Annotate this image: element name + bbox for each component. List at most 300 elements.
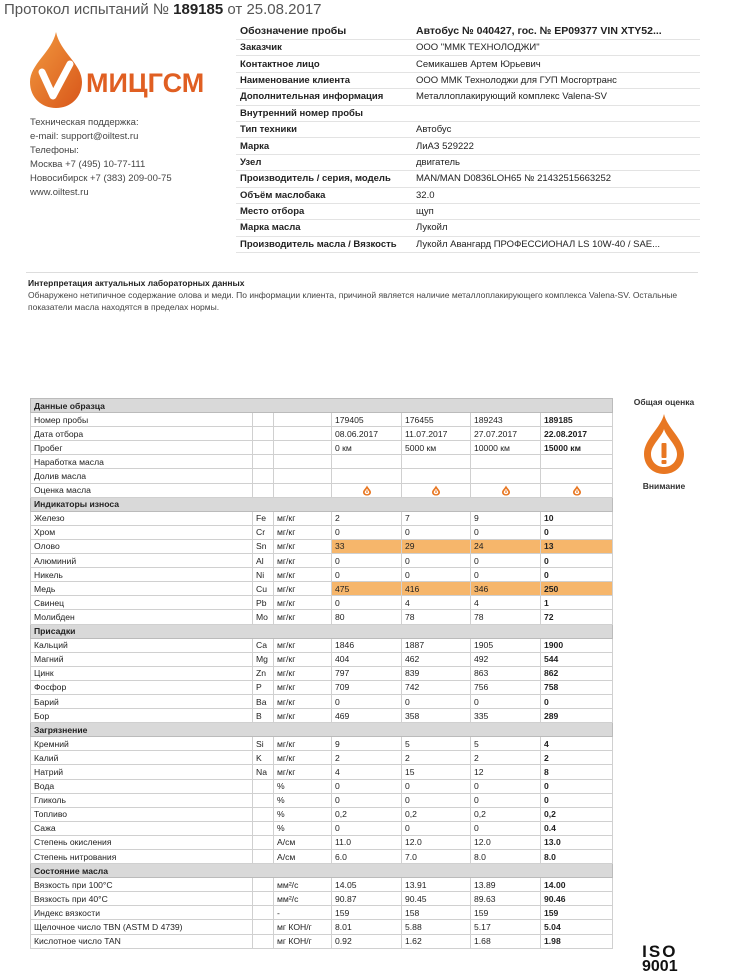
value-cell: 0 [471, 793, 541, 807]
iso-line1: ISO [642, 942, 678, 961]
value-cell: 2 [332, 751, 402, 765]
table-row [31, 906, 613, 920]
element-symbol [253, 455, 274, 469]
info-value: двигатель [412, 154, 700, 170]
value-cell [332, 483, 402, 497]
unit: мг/кг [274, 539, 332, 553]
parameter-name: Бор [31, 709, 253, 723]
value-cell: 12 [471, 765, 541, 779]
table-row [31, 568, 613, 582]
unit [274, 469, 332, 483]
unit: мг КОН/г [274, 934, 332, 948]
value-cell: 358 [402, 709, 471, 723]
table-row [31, 413, 613, 427]
element-symbol [253, 920, 274, 934]
info-value: MAN/MAN D0836LOH65 № 21432515663252 [412, 171, 700, 187]
value-cell: 0 [402, 568, 471, 582]
element-symbol [253, 934, 274, 948]
value-cell: 159 [332, 906, 402, 920]
value-cell: 0 [332, 821, 402, 835]
value-cell: 13 [541, 539, 613, 553]
parameter-name: Степень нитрования [31, 850, 253, 864]
value-cell: 15 [402, 765, 471, 779]
value-cell: 862 [541, 666, 613, 680]
value-cell: 462 [402, 652, 471, 666]
value-cell: 72 [541, 610, 613, 624]
table-row [31, 525, 613, 539]
company-logo [28, 30, 218, 110]
parameter-name: Цинк [31, 666, 253, 680]
info-key: Объём маслобака [236, 187, 412, 203]
info-value [412, 105, 700, 121]
value-cell: 5000 км [402, 441, 471, 455]
overall-status: Внимание [642, 481, 686, 491]
iso-9001-mark [642, 944, 678, 974]
value-cell: 5.04 [541, 920, 613, 934]
value-cell [471, 469, 541, 483]
value-cell: 13.0 [541, 835, 613, 849]
value-cell: 0.92 [332, 934, 402, 948]
value-cell: 5 [402, 737, 471, 751]
info-value: 32.0 [412, 187, 700, 203]
value-cell: 08.06.2017 [332, 427, 402, 441]
value-cell: 0 [332, 779, 402, 793]
value-cell: 1905 [471, 638, 541, 652]
parameter-name: Кремний [31, 737, 253, 751]
value-cell: 1887 [402, 638, 471, 652]
value-cell: 1.68 [471, 934, 541, 948]
unit [274, 413, 332, 427]
section-title: Присадки [31, 624, 613, 638]
table-row [31, 483, 613, 497]
unit: % [274, 779, 332, 793]
unit: А/см [274, 835, 332, 849]
value-cell: 179405 [332, 413, 402, 427]
value-cell: 0 [471, 525, 541, 539]
value-cell [541, 469, 613, 483]
info-row [236, 105, 700, 121]
value-cell [332, 455, 402, 469]
table-row [31, 892, 613, 906]
element-symbol [253, 878, 274, 892]
value-cell: 8.0 [541, 850, 613, 864]
value-cell: 9 [332, 737, 402, 751]
value-cell: 8.01 [332, 920, 402, 934]
value-cell: 15000 км [541, 441, 613, 455]
unit [274, 483, 332, 497]
value-cell: 8.0 [471, 850, 541, 864]
value-cell: 0 [332, 525, 402, 539]
element-symbol: Si [253, 737, 274, 751]
value-cell: 2 [541, 751, 613, 765]
parameter-name: Степень окисления [31, 835, 253, 849]
unit: - [274, 906, 332, 920]
value-cell: 5 [471, 737, 541, 751]
parameter-name: Долив масла [31, 469, 253, 483]
table-row [31, 596, 613, 610]
section-title: Загрязнение [31, 723, 613, 737]
value-cell: 13.91 [402, 878, 471, 892]
value-cell: 7 [402, 511, 471, 525]
value-cell: 176455 [402, 413, 471, 427]
parameter-name: Свинец [31, 596, 253, 610]
parameter-name: Фосфор [31, 680, 253, 694]
value-cell: 0 [471, 779, 541, 793]
oil-status-drop-icon [431, 485, 441, 496]
element-symbol: P [253, 680, 274, 694]
overall-assessment [628, 397, 700, 491]
parameter-name: Медь [31, 582, 253, 596]
logo-text: МИЦГСМ [86, 68, 205, 98]
value-cell: 709 [332, 680, 402, 694]
value-cell: 0 [402, 779, 471, 793]
info-key: Марка масла [236, 220, 412, 236]
parameter-name: Олово [31, 539, 253, 553]
value-cell: 839 [402, 666, 471, 680]
info-row [236, 72, 700, 88]
element-symbol [253, 850, 274, 864]
element-symbol [253, 906, 274, 920]
element-symbol: Al [253, 554, 274, 568]
value-cell: 89.63 [471, 892, 541, 906]
value-cell: 4 [332, 765, 402, 779]
parameter-name: Хром [31, 525, 253, 539]
value-cell: 12.0 [402, 835, 471, 849]
value-cell: 189243 [471, 413, 541, 427]
element-symbol: Na [253, 765, 274, 779]
info-row [236, 171, 700, 187]
value-cell: 2 [471, 751, 541, 765]
table-row [31, 793, 613, 807]
unit: мг/кг [274, 638, 332, 652]
value-cell: 0,2 [402, 807, 471, 821]
parameter-name: Алюминий [31, 554, 253, 568]
info-key: Контактное лицо [236, 56, 412, 72]
parameter-name: Никель [31, 568, 253, 582]
table-row [31, 469, 613, 483]
table-section-header [31, 864, 613, 878]
parameter-name: Индекс вязкости [31, 906, 253, 920]
table-row [31, 920, 613, 934]
value-cell: 0 [402, 525, 471, 539]
value-cell: 29 [402, 539, 471, 553]
section-title: Индикаторы износа [31, 497, 613, 511]
element-symbol [253, 807, 274, 821]
element-symbol: Sn [253, 539, 274, 553]
info-key: Дополнительная информация [236, 89, 412, 105]
value-cell: 416 [402, 582, 471, 596]
table-row [31, 680, 613, 694]
unit: мг/кг [274, 709, 332, 723]
section-title: Состояние масла [31, 864, 613, 878]
value-cell: 13.89 [471, 878, 541, 892]
value-cell: 0 [402, 694, 471, 708]
value-cell: 11.0 [332, 835, 402, 849]
value-cell: 9 [471, 511, 541, 525]
info-value: ООО ММК Технолоджи для ГУП Мосгортранс [412, 72, 700, 88]
element-symbol [253, 469, 274, 483]
value-cell: 0 [541, 525, 613, 539]
value-cell: 469 [332, 709, 402, 723]
parameter-name: Топливо [31, 807, 253, 821]
warning-drop-icon [642, 413, 686, 475]
value-cell [332, 469, 402, 483]
value-cell: 0 [332, 596, 402, 610]
table-row [31, 666, 613, 680]
unit: % [274, 807, 332, 821]
unit: % [274, 793, 332, 807]
value-cell: 0 [541, 779, 613, 793]
table-row [31, 554, 613, 568]
table-section-header [31, 497, 613, 511]
element-symbol [253, 793, 274, 807]
info-row [236, 121, 700, 137]
element-symbol [253, 892, 274, 906]
value-cell: 0 [471, 568, 541, 582]
element-symbol: B [253, 709, 274, 723]
info-value: ЛиАЗ 529222 [412, 138, 700, 154]
value-cell: 10000 км [471, 441, 541, 455]
oil-status-drop-icon [572, 485, 582, 496]
unit: мг/кг [274, 666, 332, 680]
unit: мг/кг [274, 554, 332, 568]
value-cell [402, 469, 471, 483]
value-cell: 1846 [332, 638, 402, 652]
table-row [31, 821, 613, 835]
info-row [236, 203, 700, 219]
element-symbol [253, 483, 274, 497]
info-value: Автобус [412, 121, 700, 137]
unit: мг/кг [274, 525, 332, 539]
unit: мг/кг [274, 765, 332, 779]
value-cell: 250 [541, 582, 613, 596]
value-cell: 0 [402, 793, 471, 807]
info-key: Тип техники [236, 121, 412, 137]
element-symbol: Mo [253, 610, 274, 624]
value-cell: 90.87 [332, 892, 402, 906]
unit: мг/кг [274, 511, 332, 525]
parameter-name: Оценка масла [31, 483, 253, 497]
value-cell: 2 [402, 751, 471, 765]
interpretation-block [28, 277, 700, 313]
info-key: Заказчик [236, 40, 412, 56]
info-key: Обозначение пробы [236, 22, 412, 40]
parameter-name: Вязкость при 100°С [31, 878, 253, 892]
unit: мм²/с [274, 892, 332, 906]
element-symbol: Fe [253, 511, 274, 525]
unit: мг/кг [274, 694, 332, 708]
parameter-name: Магний [31, 652, 253, 666]
info-key: Производитель масла / Вязкость [236, 236, 412, 252]
value-cell: 404 [332, 652, 402, 666]
info-value: Лукойл [412, 220, 700, 236]
value-cell: 335 [471, 709, 541, 723]
value-cell: 289 [541, 709, 613, 723]
info-row [236, 22, 700, 40]
value-cell: 1.98 [541, 934, 613, 948]
value-cell: 5.17 [471, 920, 541, 934]
element-symbol: Ba [253, 694, 274, 708]
value-cell: 0 км [332, 441, 402, 455]
table-row [31, 455, 613, 469]
value-cell: 5.88 [402, 920, 471, 934]
value-cell: 78 [402, 610, 471, 624]
value-cell [541, 455, 613, 469]
value-cell: 10 [541, 511, 613, 525]
sample-info-table [236, 22, 700, 253]
unit: мг/кг [274, 568, 332, 582]
parameter-name: Вязкость при 40°С [31, 892, 253, 906]
unit [274, 427, 332, 441]
table-row [31, 737, 613, 751]
info-row [236, 56, 700, 72]
table-row [31, 835, 613, 849]
value-cell: 90.45 [402, 892, 471, 906]
value-cell: 14.05 [332, 878, 402, 892]
element-symbol: Pb [253, 596, 274, 610]
value-cell: 11.07.2017 [402, 427, 471, 441]
info-row [236, 220, 700, 236]
parameter-name: Наработка масла [31, 455, 253, 469]
value-cell: 4 [541, 737, 613, 751]
value-cell: 0 [471, 694, 541, 708]
table-row [31, 610, 613, 624]
parameter-name: Гликоль [31, 793, 253, 807]
table-row [31, 850, 613, 864]
parameter-name: Вода [31, 779, 253, 793]
parameter-name: Сажа [31, 821, 253, 835]
info-row [236, 138, 700, 154]
value-cell: 0 [332, 793, 402, 807]
section-title: Данные образца [31, 399, 613, 413]
value-cell [471, 455, 541, 469]
results-table [30, 398, 613, 949]
unit: мг КОН/г [274, 920, 332, 934]
value-cell: 2 [332, 511, 402, 525]
info-key: Производитель / серия, модель [236, 171, 412, 187]
table-row [31, 638, 613, 652]
parameter-name: Номер пробы [31, 413, 253, 427]
oil-status-drop-icon [501, 485, 511, 496]
element-symbol: Zn [253, 666, 274, 680]
table-row [31, 511, 613, 525]
value-cell: 544 [541, 652, 613, 666]
unit: % [274, 821, 332, 835]
unit: мг/кг [274, 596, 332, 610]
parameter-name: Щелочное число TBN (ASTM D 4739) [31, 920, 253, 934]
title-prefix: Протокол испытаний № [4, 1, 169, 18]
value-cell: 159 [541, 906, 613, 920]
unit: мг/кг [274, 652, 332, 666]
element-symbol: K [253, 751, 274, 765]
value-cell: 24 [471, 539, 541, 553]
value-cell: 4 [471, 596, 541, 610]
table-row [31, 765, 613, 779]
info-value: Семикашев Артем Юрьевич [412, 56, 700, 72]
interpretation-text: Обнаружено нетипичное содержание олова и меди. По информации клиента, причиной является наличие металлоплакирующего комплекса Valena-SV. Остальные показатели масла находятся в пределах нормы. [28, 290, 678, 312]
info-key: Узел [236, 154, 412, 170]
info-value: Лукойл Авангард ПРОФЕССИОНАЛ LS 10W-40 / SAE... [412, 236, 700, 252]
interpretation-heading: Интерпретация актуальных лабораторных данных [28, 278, 245, 288]
value-cell: 475 [332, 582, 402, 596]
parameter-name: Пробег [31, 441, 253, 455]
element-symbol [253, 413, 274, 427]
table-row [31, 582, 613, 596]
parameter-name: Натрий [31, 765, 253, 779]
info-row [236, 40, 700, 56]
value-cell: 27.07.2017 [471, 427, 541, 441]
unit: мг/кг [274, 610, 332, 624]
value-cell: 758 [541, 680, 613, 694]
value-cell: 346 [471, 582, 541, 596]
unit: мг/кг [274, 680, 332, 694]
support-contacts: Техническая поддержка: e-mail: support@oiltest.ru Телефоны: Москва +7 (495) 10-77-111 Новосибирск +7 (383) 209-00-75 www.oiltest.ru [30, 117, 172, 198]
value-cell: 90.46 [541, 892, 613, 906]
value-cell: 0 [332, 694, 402, 708]
parameter-name: Кислотное число TAN [31, 934, 253, 948]
info-value: Металлоплакирующий комплекс Valena-SV [412, 89, 700, 105]
element-symbol [253, 835, 274, 849]
table-row [31, 427, 613, 441]
info-row [236, 187, 700, 203]
unit [274, 455, 332, 469]
element-symbol [253, 441, 274, 455]
value-cell: 756 [471, 680, 541, 694]
info-value: ООО "ММК ТЕХНОЛОДЖИ" [412, 40, 700, 56]
element-symbol: Ca [253, 638, 274, 652]
table-section-header [31, 399, 613, 413]
unit: мг/кг [274, 737, 332, 751]
value-cell [541, 483, 613, 497]
unit: мг/кг [274, 582, 332, 596]
value-cell: 1.62 [402, 934, 471, 948]
value-cell: 0 [402, 821, 471, 835]
value-cell: 6.0 [332, 850, 402, 864]
value-cell: 0 [541, 694, 613, 708]
parameter-name: Дата отбора [31, 427, 253, 441]
value-cell: 0 [541, 554, 613, 568]
value-cell: 0 [541, 568, 613, 582]
element-symbol [253, 779, 274, 793]
unit: А/см [274, 850, 332, 864]
info-key: Место отбора [236, 203, 412, 219]
table-row [31, 878, 613, 892]
value-cell: 1 [541, 596, 613, 610]
protocol-date: от 25.08.2017 [227, 1, 322, 18]
value-cell: 7.0 [402, 850, 471, 864]
value-cell: 0,2 [471, 807, 541, 821]
info-value: щуп [412, 203, 700, 219]
parameter-name: Калий [31, 751, 253, 765]
value-cell: 1900 [541, 638, 613, 652]
value-cell: 159 [471, 906, 541, 920]
table-row [31, 441, 613, 455]
value-cell: 0,2 [332, 807, 402, 821]
table-section-header [31, 624, 613, 638]
value-cell: 158 [402, 906, 471, 920]
parameter-name: Молибден [31, 610, 253, 624]
table-row [31, 751, 613, 765]
value-cell: 742 [402, 680, 471, 694]
value-cell: 33 [332, 539, 402, 553]
table-row [31, 807, 613, 821]
info-key: Внутренний номер пробы [236, 105, 412, 121]
unit: мм²/с [274, 878, 332, 892]
element-symbol: Mg [253, 652, 274, 666]
info-key: Марка [236, 138, 412, 154]
unit: мг/кг [274, 751, 332, 765]
value-cell: 78 [471, 610, 541, 624]
